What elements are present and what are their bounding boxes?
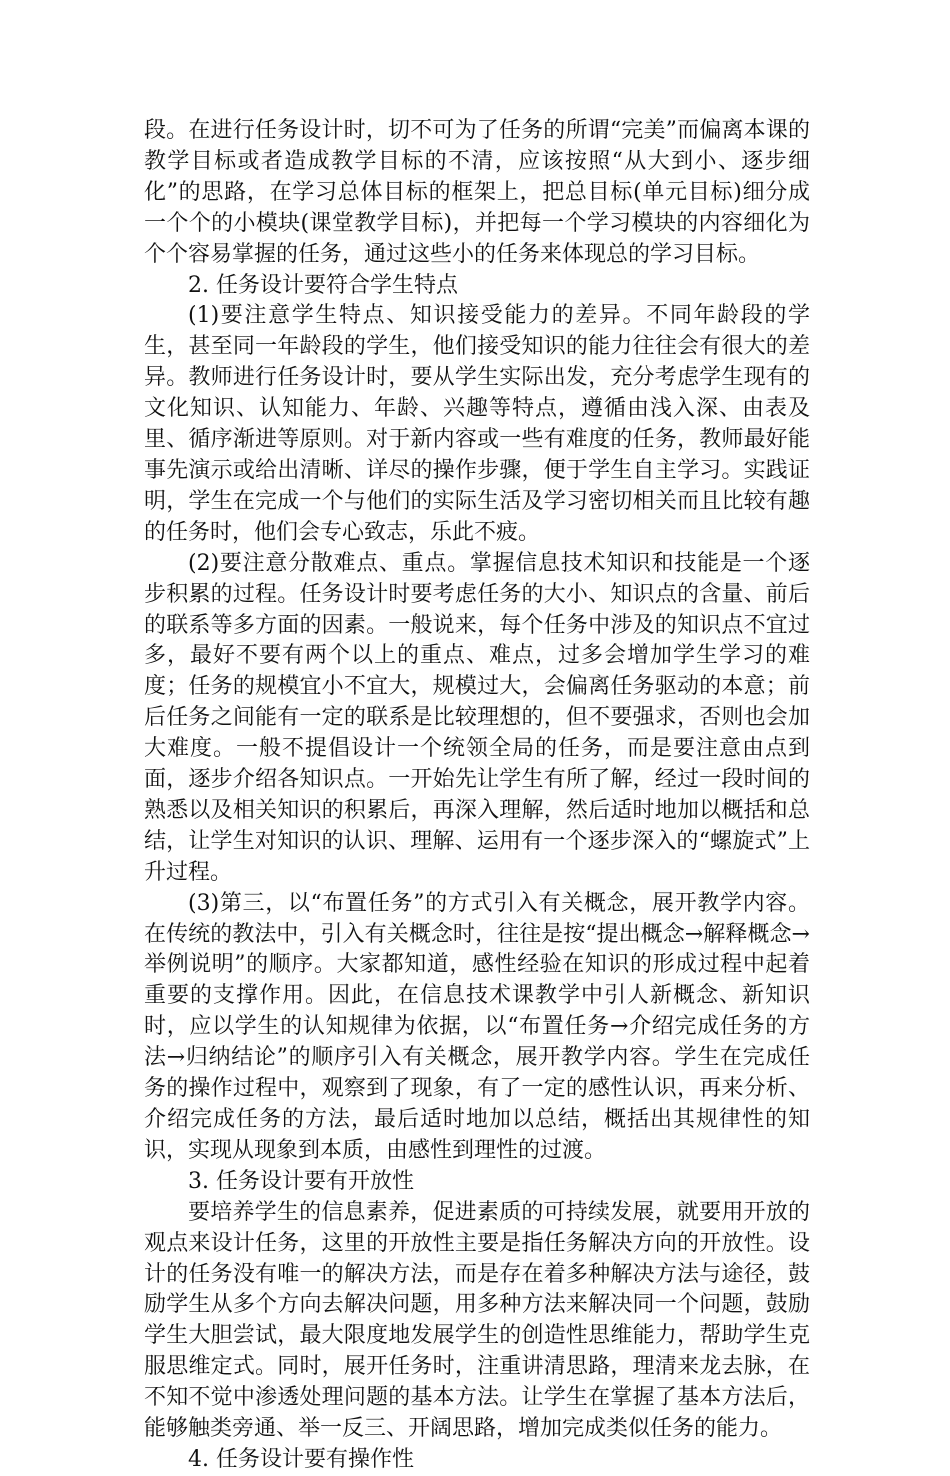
paragraph-difficulty-distribution: (2)要注意分散难点、重点。掌握信息技术知识和技能是一个逐步积累的过程。任务设计时要考虑任务的大小、知识点的含量、前后的联系等多方面的因素。一般说来，每个任务中涉及的知识点不宜过多，最好不要有两个以上的重点、难点，过多会增加学生学习的难度；任务的规模宜小不宜大，规模过大，会偏离任务驱动的本意；前后任务之间能有一定的联系是比较理想的，但不要强求，否则也会加大难度。一般不提倡设计一个统领全局的任务，而是要注意由点到面，逐步介绍各知识点。一开始先让学生有所了解，经过一段时间的熟悉以及相关知识的积累后，再深入理解，然后适时地加以概括和总结，让学生对知识的认识、理解、运用有一个逐步深入的“螺旋式”上升过程。 [144, 550, 810, 885]
paragraph-student-differences: (1)要注意学生特点、知识接受能力的差异。不同年龄段的学生，甚至同一年龄段的学生，他们接受知识的能力往往会有很大的差异。教师进行任务设计时，要从学生实际出发，充分考虑学生现有的文化知识、认知能力、年龄、兴趣等特点，遵循由浅入深、由表及里、循序渐进等原则。对于新内容或一些有难度的任务，教师最好能事先演示或给出清晰、详尽的操作步骤，便于学生自主学习。实践证明，学生在完成一个与他们的实际生活及学习密切相关而且比较有趣的任务时，他们会专心致志，乐此不疲。 [144, 303, 810, 545]
paragraph-openness: 要培养学生的信息素养，促进素质的可持续发展，就要用开放的观点来设计任务，这里的开放性主要是指任务解决方向的开放性。设计的任务没有唯一的解决方法，而是存在着多种解决方法与途径，鼓励学生从多个方向去解决问题，用多种方法来解决同一个问题，鼓励学生大胆尝试，最大限度地发展学生的创造性思维能力，帮助学生克服思维定式。同时，展开任务时，注重讲清思路，理清来龙去脉，在不知不觉中渗透处理问题的基本方法。让学生在掌握了基本方法后，能够触类旁通、举一反三、开阔思路，增加完成类似任务的能力。 [144, 1199, 810, 1442]
section-heading-3: 3. 任务设计要有开放性 [188, 1168, 414, 1194]
document-page [144, 116, 810, 1476]
section-heading-4: 4. 任务设计要有操作性 [188, 1446, 414, 1472]
paragraph-task-introduction: (3)第三，以“布置任务”的方式引入有关概念，展开教学内容。在传统的教法中，引入有关概念时，往往是按“提出概念→解释概念→举例说明”的顺序。大家都知道，感性经验在知识的形成过程中起着重要的支撑作用。因此，在信息技术课教学中引人新概念、新知识时，应以学生的认知规律为依据，以“布置任务→介绍完成任务的方法→归纳结论”的顺序引入有关概念，展开教学内容。学生在完成任务的操作过程中，观察到了现象，有了一定的感性认识，再来分析、介绍完成任务的方法，最后适时地加以总结，概括出其规律性的知识，实现从现象到本质，由感性到理性的过渡。 [144, 890, 810, 1163]
section-heading-2: 2. 任务设计要符合学生特点 [188, 272, 458, 298]
paragraph-continuation: 段。在进行任务设计时，切不可为了任务的所谓“完美”而偏离本课的教学目标或者造成教学目标的不清，应该按照“从大到小、逐步细化”的思路，在学习总体目标的框架上，把总目标(单元目标)细分成一个个的小模块(课堂教学目标)，并把每一个学习模块的内容细化为个个容易掌握的任务，通过这些小的任务来体现总的学习目标。 [144, 118, 810, 267]
